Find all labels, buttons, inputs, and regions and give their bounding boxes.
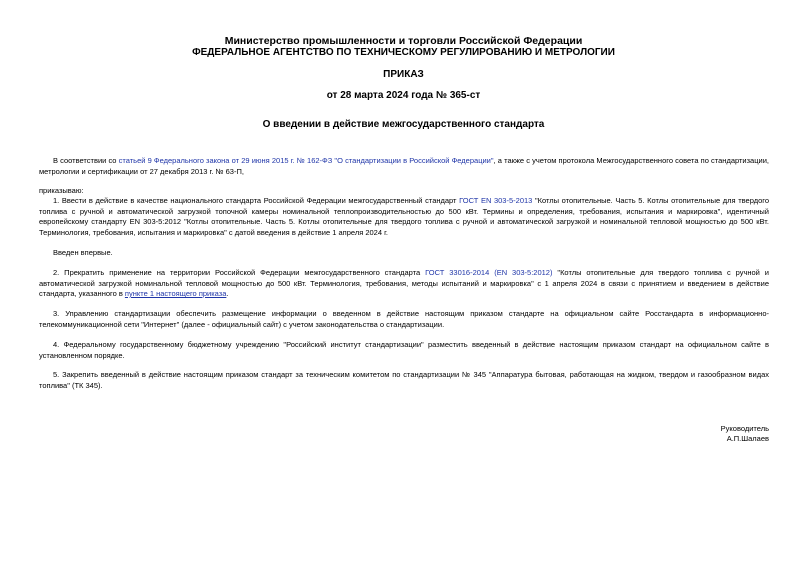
paragraph-1	[39, 196, 769, 238]
document-subject: О введении в действие межгосударственного стандарта	[262, 119, 545, 130]
p2-mid: "Котлы отопительные для твердого топлива с ручной и автоматической загрузкой номинальной тепловой мощностью до 500 кВт. Терминология, требования, методы испытаний и маркировка" с 1 апреля 2024 в связи с принятием и введением в действие стандарта, указанного в	[39, 268, 769, 298]
signature-title: Руководитель	[720, 424, 769, 433]
paragraph-4: 4. Федеральному государственному бюджетному учреждению "Российский институт стандартизации" разместить введенный в действие настоящим приказом стандарт на официальном сайте в установленном порядке.	[39, 340, 769, 360]
federal-law-link[interactable]: статьей 9 Федерального закона от 29 июня 2015 г. № 162-ФЗ "О стандартизации в Российской Федерации"	[118, 156, 494, 165]
vveden-vpervye-text: Введен впервые.	[53, 248, 113, 257]
paragraph-3: 3. Управлению стандартизации обеспечить размещение информации о введенном в действие настоящим приказом стандарте на официальном сайте Росстандарта в информационно-телекоммуникационной сети "Интернет" (далее - официальный сайт) с учетом законодательства о стандартизации.	[39, 309, 769, 329]
signature-name: А.П.Шалаев	[726, 434, 769, 443]
p1-post: "Котлы отопительные. Часть 5. Котлы отопительные для твердого топлива с ручной и автоматической загрузкой топочной камеры номинальной теплопроизводительностью до 500 кВт. Термины и определения, требования, испытания и маркировка", идентичный европейскому стандарту EN 303-5:2012 "Котлы отопительные. Часть 5. Котлы отопительные для твердого топлива с ручной и автоматической загрузкой и номинальной тепловой мощностью до 500 кВт. Терминология, требования, испытания и маркировка" с датой введения в действие 1 апреля 2024 г.	[39, 196, 769, 237]
document-type: ПРИКАЗ	[383, 69, 424, 80]
gost-en-303-5-2013-link[interactable]: ГОСТ EN 303-5-2013	[459, 196, 533, 205]
intro-paragraph	[39, 156, 769, 177]
paragraph-5: 5. Закрепить введенный в действие настоящим приказом стандарт за техническим комитетом по стандартизации № 345 "Аппаратура бытовая, работающая на жидком, твердом и газообразном видах топлива" (ТК 345).	[39, 370, 769, 390]
p1-pre: 1. Ввести в действие в качестве национального стандарта Российской Федерации межгосударственный стандарт	[53, 196, 460, 205]
prikazyvayu-text: приказываю:	[39, 186, 84, 195]
paragraph-2	[39, 268, 769, 300]
punkt-1-link[interactable]: пункте 1 настоящего приказа	[124, 289, 227, 298]
gost-33016-2014-link[interactable]: ГОСТ 33016-2014 (EN 303-5:2012)	[425, 268, 553, 277]
intro-pre: В соответствии со	[53, 156, 119, 165]
p2-pre: 2. Прекратить применение на территории Российской Федерации межгосударственного стандарта	[53, 268, 426, 277]
ministry-title: Министерство промышленности и торговли Российской Федерации	[224, 35, 583, 47]
document-date-number: от 28 марта 2024 года № 365-ст	[326, 90, 481, 101]
intro-post: , а также с учетом протокола Межгосударственного совета по стандартизации, метрологии и сертификации от 27 декабря 2013 г. № 63-П,	[39, 156, 769, 176]
agency-title: ФЕДЕРАЛЬНОЕ АГЕНТСТВО ПО ТЕХНИЧЕСКОМУ РЕГУЛИРОВАНИЮ И МЕТРОЛОГИИ	[192, 47, 615, 58]
p2-post: .	[226, 289, 229, 298]
